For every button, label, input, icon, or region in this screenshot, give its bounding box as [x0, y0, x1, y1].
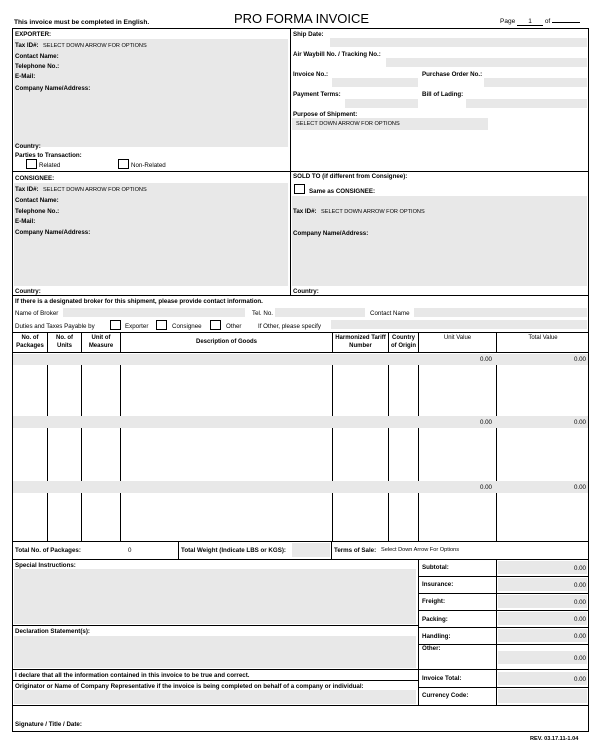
broker-tel-label: Tel. No.	[252, 310, 273, 317]
consignee-heading: CONSIGNEE:	[15, 175, 55, 182]
insurance-label: Insurance:	[422, 581, 454, 588]
column-divider	[290, 28, 291, 295]
declaration-label: Declaration Statement(s):	[15, 628, 90, 635]
section-divider	[12, 171, 589, 172]
other-charges-label: Other:	[422, 645, 441, 652]
insurance-value: 0.00	[573, 582, 586, 589]
page-indicator	[500, 18, 580, 26]
total-weight-input[interactable]	[292, 543, 330, 557]
consignee-tax-id-select[interactable]: SELECT DOWN ARROW FOR OPTIONS	[43, 187, 147, 193]
terms-of-sale-select[interactable]: Select Down Arrow For Options	[381, 547, 460, 553]
duties-consignee-label: Consignee	[172, 323, 202, 330]
ship-date-label: Ship Date:	[293, 31, 324, 38]
col-header-origin: Country of Origin	[391, 335, 416, 349]
summary-divider	[418, 559, 419, 705]
duties-other-checkbox[interactable]	[210, 320, 221, 330]
exporter-contact-label: Contact Name:	[15, 53, 59, 60]
signature-label: Signature / Title / Date:	[15, 721, 82, 728]
amount-row-divider	[418, 644, 589, 645]
invoice-no-label: Invoice No.:	[293, 71, 329, 78]
consignee-tax-id-label: Tax ID#:	[15, 186, 39, 193]
sold-to-tax-id-select[interactable]: SELECT DOWN ARROW FOR OPTIONS	[321, 209, 425, 215]
duties-label: Duties and Taxes Payable by	[15, 323, 95, 330]
subtotal-label: Subtotal:	[422, 564, 449, 571]
signature-divider	[12, 705, 589, 706]
invoice-no-input[interactable]	[332, 78, 418, 87]
currency-code-label: Currency Code:	[422, 692, 469, 699]
amount-row-divider	[418, 669, 589, 670]
revision-label: REV. 03.17.11-1.04	[530, 736, 579, 742]
special-instructions-label: Special Instructions:	[15, 562, 76, 569]
freight-label: Freight:	[422, 598, 446, 605]
amount-row-divider	[418, 610, 589, 611]
page-label: Page	[500, 18, 516, 25]
broker-name-input[interactable]	[63, 308, 245, 317]
certify-text: I declare that all the information contained in this invoice to be true and correct.	[15, 672, 250, 679]
payment-terms-label: Payment Terms:	[293, 91, 341, 98]
sold-to-country-label: Country:	[293, 288, 319, 295]
po-input[interactable]	[484, 78, 587, 87]
amount-row-divider	[418, 593, 589, 594]
awb-label: Air Waybill No. / Tracking No.:	[293, 51, 381, 58]
amount-divider	[496, 559, 497, 705]
special-instructions-input[interactable]	[14, 569, 416, 624]
row3-unit-value[interactable]: 0.00	[479, 484, 492, 491]
handling-value: 0.00	[573, 633, 586, 640]
bol-label: Bill of Lading:	[422, 91, 464, 98]
duties-other-label: Other	[226, 323, 242, 330]
total-packages-value[interactable]: 0	[128, 547, 132, 554]
declaration-input[interactable]	[14, 636, 416, 668]
certify-divider	[12, 680, 418, 681]
duties-other-input[interactable]	[331, 320, 587, 329]
other-charges-value: 0.00	[573, 655, 586, 662]
exporter-tax-id-label: Tax ID#:	[15, 42, 39, 49]
total-packages-label: Total No. of Packages:	[15, 547, 81, 554]
duties-other-specify-label: If Other, please specify	[258, 323, 321, 330]
originator-text: Originator or Name of Company Representative if the invoice is being completed on behalf of a company or individual:	[15, 683, 364, 690]
consignee-country-label: Country:	[15, 288, 41, 295]
broker-tel-input[interactable]	[275, 308, 365, 317]
row-gap	[13, 353, 588, 354]
exporter-company-label: Company Name/Address:	[15, 85, 91, 92]
currency-code-field[interactable]	[498, 689, 587, 703]
payment-terms-input[interactable]	[345, 99, 418, 108]
handling-label: Handling:	[422, 633, 451, 640]
consignee-phone-label: Telephone No.:	[15, 208, 60, 215]
row2-unit-value[interactable]: 0.00	[479, 419, 492, 426]
exporter-email-label: E-Mail:	[15, 73, 36, 80]
col-header-unit-value: Unit Value	[443, 335, 472, 341]
total-weight-label: Total Weight (Indicate LBS or KGS):	[181, 547, 286, 554]
col-header-total-value: Total Value	[528, 335, 558, 341]
table-top-border	[12, 332, 589, 333]
terms-of-sale-label: Terms of Sale:	[334, 547, 377, 554]
exporter-country-label: Country:	[15, 143, 41, 150]
row3-total-value[interactable]: 0.00	[573, 484, 586, 491]
page-total[interactable]	[552, 22, 580, 23]
awb-input[interactable]	[386, 58, 587, 67]
broker-name-label: Name of Broker	[15, 310, 59, 317]
exporter-phone-label: Telephone No.:	[15, 63, 60, 70]
amount-row-divider	[418, 627, 589, 628]
broker-divider	[12, 295, 589, 296]
broker-contact-label: Contact Name	[370, 310, 410, 317]
row1-total-value[interactable]: 0.00	[573, 356, 586, 363]
totals-col-divider	[178, 541, 179, 559]
page-number[interactable]: 1	[517, 18, 543, 26]
packing-label: Packing:	[422, 616, 448, 623]
english-notice: This invoice must be completed in English.	[14, 19, 150, 26]
amount-row-divider	[418, 687, 589, 688]
freight-value: 0.00	[573, 599, 586, 606]
amount-row-divider	[418, 576, 589, 577]
subtotal-value: 0.00	[573, 565, 586, 572]
page-title: PRO FORMA INVOICE	[234, 11, 370, 26]
consignee-contact-label: Contact Name:	[15, 197, 59, 204]
originator-input[interactable]	[14, 690, 416, 704]
parties-label: Parties to Transaction:	[15, 152, 82, 159]
declaration-divider	[12, 669, 418, 670]
col-header-description: Description of Goods	[195, 339, 257, 345]
col-header-packages: No. of Packages	[16, 335, 44, 349]
po-label: Purchase Order No.:	[422, 71, 483, 78]
non-related-label: Non-Related	[131, 162, 166, 169]
row1-unit-value[interactable]: 0.00	[479, 356, 492, 363]
sold-to-heading: SOLD TO (if different from Consignee):	[293, 173, 408, 180]
same-as-consignee-label: Same as CONSIGNEE:	[309, 188, 376, 195]
broker-notice: If there is a designated broker for this shipment, please provide contact information.	[15, 298, 263, 305]
col-header-units: No. of Units	[56, 335, 73, 349]
duties-consignee-checkbox[interactable]	[156, 320, 167, 330]
invoice-total-value: 0.00	[573, 676, 586, 683]
bol-input[interactable]	[466, 99, 587, 108]
col-header-tariff: Harmonized Tariff Number	[335, 335, 386, 349]
totals-col-divider	[331, 541, 332, 559]
same-as-consignee-checkbox[interactable]	[294, 184, 305, 194]
related-label: Related	[39, 162, 61, 169]
non-related-checkbox[interactable]	[118, 159, 129, 169]
purpose-select-value: SELECT DOWN ARROW FOR OPTIONS	[296, 121, 400, 127]
totals-divider	[12, 559, 589, 560]
exporter-tax-id-select[interactable]: SELECT DOWN ARROW FOR OPTIONS	[43, 43, 147, 49]
special-divider	[12, 625, 418, 626]
invoice-total-label: Invoice Total:	[422, 675, 462, 682]
packing-value: 0.00	[573, 616, 586, 623]
sold-to-company-label: Company Name/Address:	[293, 230, 369, 237]
table-bottom-border	[12, 541, 589, 542]
exporter-heading: EXPORTER:	[15, 31, 52, 38]
related-checkbox[interactable]	[26, 159, 37, 169]
duties-exporter-checkbox[interactable]	[110, 320, 121, 330]
purpose-label: Purpose of Shipment:	[293, 111, 358, 118]
row2-total-value[interactable]: 0.00	[573, 419, 586, 426]
consignee-email-label: E-Mail:	[15, 218, 36, 225]
sold-to-tax-id-label: Tax ID#:	[293, 208, 317, 215]
ship-date-input[interactable]	[330, 38, 587, 47]
of-label: of	[544, 18, 551, 25]
col-header-uom: Unit of Measure	[88, 335, 114, 349]
duties-exporter-label: Exporter	[125, 323, 149, 330]
broker-contact-input[interactable]	[414, 308, 587, 317]
consignee-company-label: Company Name/Address:	[15, 229, 91, 236]
